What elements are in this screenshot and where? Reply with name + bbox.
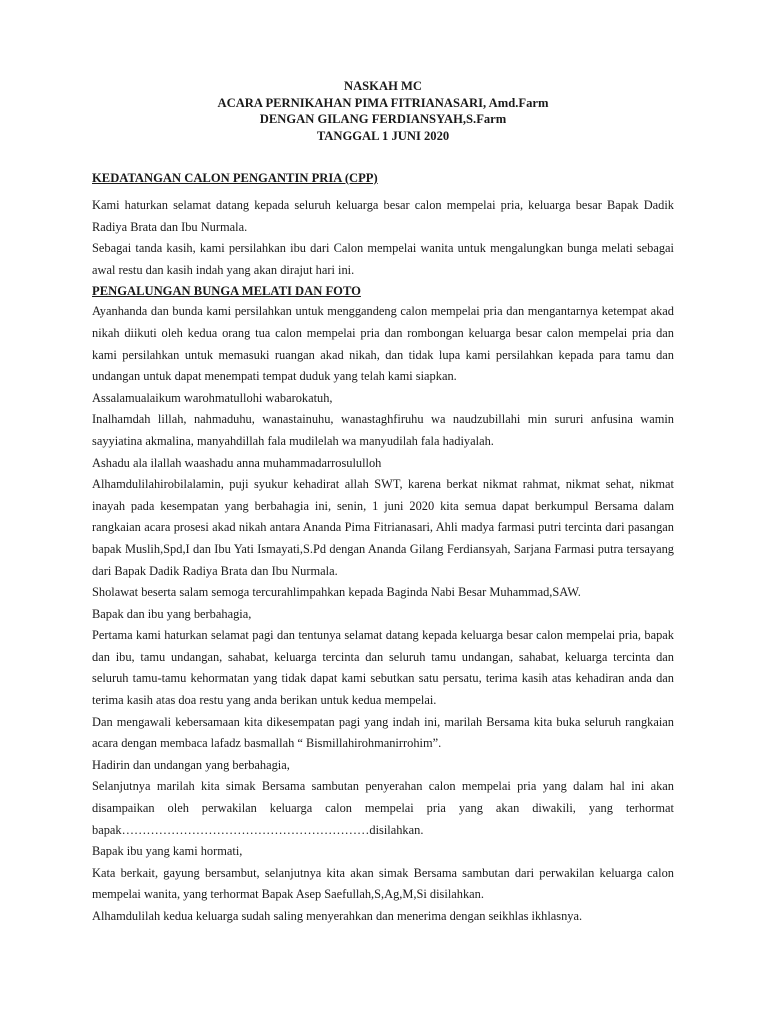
paragraph: Pertama kami haturkan selamat pagi dan tentunya selamat datang kepada keluarga besar calon mempelai pria, bapak dan ibu, tamu undangan, sahabat, keluarga tercinta dan seluruh tamu undangan, sahabat, keluarga tercinta dan seluruh tamu-tamu kehormatan yang tidak dapat kami sebutkan satu persatu, terima kasih atas kehadiran anda dan terima kasih atas doa restu yang anda berikan untuk kedua mempelai. bbox=[92, 628, 674, 708]
paragraph: Alhamdulilah kedua keluarga sudah saling menyerahkan dan menerima dengan seikhlas ikhlasnya. bbox=[92, 909, 583, 923]
paragraph: Ashadu ala ilallah waashadu anna muhammadarrosululloh bbox=[92, 455, 382, 470]
title-line-4: TANGGAL 1 JUNI 2020 bbox=[316, 128, 450, 143]
paragraph: Dan mengawali kebersamaan kita dikesempatan pagi yang indah ini, marilah Bersama kita buka seluruh rangkaian acara dengan membaca lafadz basmallah “ Bismillahirohmanirrohim”. bbox=[92, 714, 674, 751]
paragraph: Bapak ibu yang kami hormati, bbox=[92, 844, 243, 859]
paragraph: Inalhamdah lillah, nahmaduhu, wanastainuhu, wanastaghfiruhu wa naudzubillahi min sururi anfusina wamin sayyiatina akmalina, manyahdillah fala mudilelah wa manyudilah fala hadiyalah. bbox=[92, 412, 674, 448]
paragraph: Bapak dan ibu yang berbahagia, bbox=[92, 606, 252, 621]
paragraph: Kata berkait, gayung bersambut, selanjutnya kita akan simak Bersama sambutan dari perwakilan keluarga calon mempelai wanita, yang terhormat Bapak Asep Saefullah,S,Ag,M,Si disilahkan. bbox=[92, 865, 674, 902]
title-line-3: DENGAN GILANG FERDIANSYAH,S.Farm bbox=[259, 112, 507, 126]
paragraph: Alhamdulilahirobilalamin, puji syukur kehadirat allah SWT, karena berkat nikmat rahmat, nikmat sehat, nikmat inayah pada kesempatan yang berbahagia ini, senin, 1 juni 2020 kita semua dapat berkumpul Bersama dalam rangkaian acara prosesi akad nikah antara Ananda Pima Fitrianasari, Ahli madya farmasi putri tercinta dari pasangan bapak Muslih,Spd,I dan Ibu Yati Ismayati,S.Pd dengan Ananda Gilang Ferdiansyah, Sarjana Farmasi putra tersayang dari Bapak Dadik Radiya Brata dan Ibu Nurmala. bbox=[92, 477, 674, 578]
section-heading-kedatangan: KEDATANGAN CALON PENGANTIN PRIA (CPP) bbox=[92, 171, 378, 185]
paragraph: Assalamualaikum warohmatullohi wabarokatuh, bbox=[92, 390, 333, 405]
document-page bbox=[92, 78, 674, 928]
paragraph: Hadirin dan undangan yang berbahagia, bbox=[92, 757, 290, 772]
paragraph: Sebagai tanda kasih, kami persilahkan ibu dari Calon mempelai wanita untuk mengalungkan bunga melati sebagai awal restu dan kasih indah yang akan dirajut hari ini. bbox=[92, 241, 674, 277]
title-line-1: NASKAH MC bbox=[343, 79, 422, 93]
document-title-block bbox=[92, 78, 674, 144]
paragraph: Kami haturkan selamat datang kepada seluruh keluarga besar calon mempelai pria, keluarga besar Bapak Dadik Radiya Brata dan Ibu Nurmala. bbox=[92, 198, 674, 234]
paragraph: Sholawat beserta salam semoga tercurahlimpahkan kepada Baginda Nabi Besar Muhammad,SAW. bbox=[92, 585, 581, 600]
paragraph: Selanjutnya marilah kita simak Bersama sambutan penyerahan calon mempelai pria yang dalam hal ini akan disampaikan oleh perwakilan keluarga calon mempelai pria yang akan diwakili, yang terhormat bapak……………………………………………………disilahkan. bbox=[92, 779, 674, 837]
section-heading-pengalungan: PENGALUNGAN BUNGA MELATI DAN FOTO bbox=[92, 284, 361, 299]
paragraph: Ayanhanda dan bunda kami persilahkan untuk menggandeng calon mempelai pria dan mengantarnya ketempat akad nikah diikuti oleh kedua orang tua calon mempelai pria dan rombongan keluarga besar calon mempelai pria dan kami persilahkan untuk memasuki ruangan akad nikah, dan tidak lupa kami persilahkan kepada para tamu dan undangan untuk dapat menempati tempat duduk yang telah kami siapkan. bbox=[92, 304, 674, 384]
title-line-2: ACARA PERNIKAHAN PIMA FITRIANASARI, Amd.Farm bbox=[217, 95, 549, 110]
